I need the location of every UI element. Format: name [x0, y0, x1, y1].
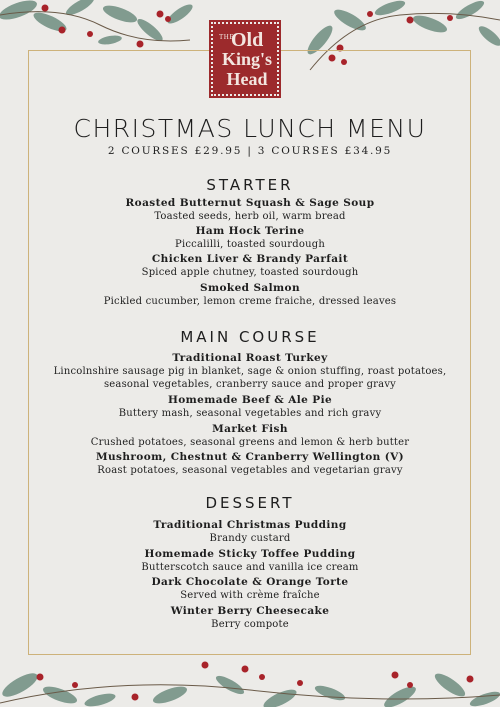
dish-description: Toasted seeds, herb oil, warm bread — [154, 211, 346, 222]
menu-item — [52, 352, 448, 391]
dish-description: Crushed potatoes, seasonal greens and lemon & herb butter — [90, 437, 410, 448]
menu-title: CHRISTMAS LUNCH MENU — [73, 114, 427, 143]
section-title-dessert: DESSERT — [205, 494, 295, 512]
dish-name: Ham Hock Terine — [195, 225, 305, 237]
dish-description: Served with crème fraîche — [180, 590, 320, 601]
dish-description: Buttery mash, seasonal vegetables and rich gravy — [118, 408, 382, 419]
section-title-starter: STARTER — [206, 176, 294, 194]
logo-text-head: Head — [226, 69, 268, 89]
menu-item — [40, 576, 460, 602]
menu-item — [40, 197, 460, 223]
dish-name: Dark Chocolate & Orange Torte — [151, 576, 349, 588]
menu-item — [40, 253, 460, 279]
menu-item — [40, 282, 460, 308]
dish-description: Brandy custard — [209, 533, 291, 544]
dish-name: Chicken Liver & Brandy Parfait — [151, 253, 349, 265]
dish-description: Lincolnshire sausage pig in blanket, sage & onion stuffing, roast potatoes, seasonal vegetables, cranberry sauce and proper gravy — [53, 366, 447, 390]
dish-name: Traditional Roast Turkey — [172, 352, 328, 364]
dish-name: Winter Berry Cheesecake — [170, 605, 330, 617]
dish-name: Homemade Sticky Toffee Pudding — [144, 548, 356, 560]
dish-name: Roasted Butternut Squash & Sage Soup — [125, 197, 375, 209]
pub-logo-stamp — [211, 22, 279, 96]
dish-description: Piccalilli, toasted sourdough — [175, 239, 325, 250]
menu-item — [40, 519, 460, 545]
dish-description: Roast potatoes, seasonal vegetables and vegetarian gravy — [97, 465, 403, 476]
dish-name: Homemade Beef & Ale Pie — [167, 394, 333, 406]
holly-foliage-bottom — [0, 655, 500, 707]
logo-text-old: Old — [231, 29, 264, 51]
menu-item — [40, 548, 460, 574]
logo-text-the: THE — [219, 33, 235, 41]
dish-name: Market Fish — [212, 423, 288, 435]
dish-description: Berry compote — [211, 619, 289, 630]
dish-description: Pickled cucumber, lemon creme fraiche, dressed leaves — [103, 296, 397, 307]
dish-name: Traditional Christmas Pudding — [153, 519, 347, 531]
dish-description: Spiced apple chutney, toasted sourdough — [141, 267, 359, 278]
dish-name: Smoked Salmon — [200, 282, 300, 294]
dish-name: Mushroom, Chestnut & Cranberry Wellington (V) — [95, 451, 405, 463]
menu-item — [40, 394, 460, 420]
logo-text-kings: King's — [221, 49, 273, 69]
menu-item — [40, 423, 460, 449]
menu-item — [40, 451, 460, 477]
menu-item — [40, 225, 460, 251]
dish-description: Butterscotch sauce and vanilla ice cream — [141, 562, 359, 573]
section-title-main-course: MAIN COURSE — [180, 328, 320, 346]
course-prices: 2 COURSES £29.95 | 3 COURSES £34.95 — [107, 145, 393, 157]
menu-item — [40, 605, 460, 631]
